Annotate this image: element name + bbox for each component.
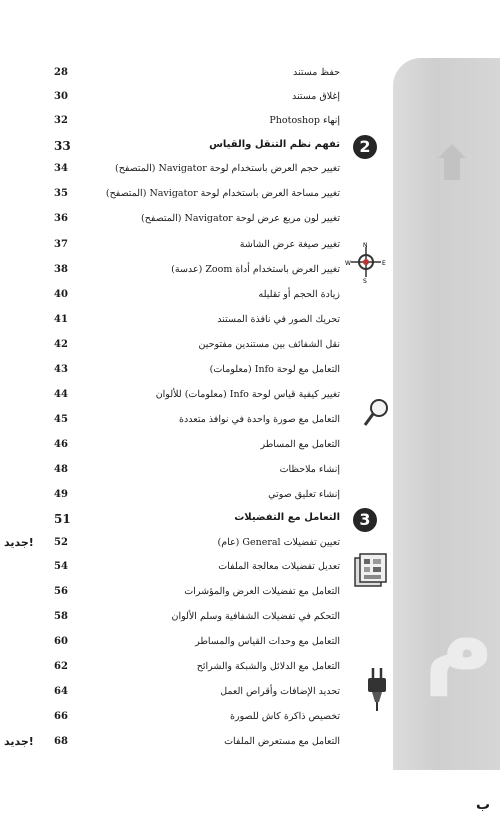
toc-row xyxy=(50,439,340,455)
toc-page-number: 34 xyxy=(54,163,68,174)
toc-section-row xyxy=(50,510,371,529)
preferences-panel-icon xyxy=(351,552,389,590)
page-letter: ب xyxy=(476,797,491,813)
compass-icon xyxy=(345,241,387,283)
toc-entry-title: زيادة الحجم أو تقليله xyxy=(258,289,340,300)
toc-entry-title: إنهاء Photoshop xyxy=(269,115,340,126)
toc-entry-title: التعامل مع لوحة Info (معلومات) xyxy=(209,364,340,375)
toc-entry-title: التعامل مع وحدات القياس والمساطر xyxy=(195,636,340,647)
toc-row xyxy=(50,389,340,405)
toc-entry-title: التعامل مع المساطر xyxy=(260,439,340,450)
toc-page-number: 49 xyxy=(54,489,68,500)
toc-row xyxy=(50,636,340,652)
toc-row xyxy=(50,586,340,602)
toc-row xyxy=(50,686,340,702)
toc-row xyxy=(50,91,340,107)
toc-page-number: 64 xyxy=(54,686,68,697)
toc-row xyxy=(50,561,340,577)
toc-page-number: 42 xyxy=(54,339,68,350)
toc-row xyxy=(50,289,340,305)
toc-row xyxy=(50,364,340,380)
toc-row xyxy=(4,735,340,752)
toc-row xyxy=(50,414,340,430)
toc-page-number: 40 xyxy=(54,289,68,300)
toc-row xyxy=(50,163,340,179)
toc-entry-title: التعامل مع مستعرض الملفات xyxy=(224,736,340,747)
toc-entry-title: تفهم نظم التنقل والقياس xyxy=(209,139,340,150)
toc-page-number: 46 xyxy=(54,439,68,450)
toc-entry-title: تحديد الإضافات وأقراص العمل xyxy=(220,686,340,697)
toc-entry-title: إنشاء ملاحظات xyxy=(279,464,340,475)
toc-entry-title: تعيين تفضيلات General (عام) xyxy=(217,537,340,548)
toc-entry-title: تغيير لون مربع عرض لوحة Navigator (المتصفح) xyxy=(140,213,340,224)
toc-entry-title: إنشاء تعليق صوتي xyxy=(268,489,340,500)
toc-page-number: 54 xyxy=(54,561,68,572)
toc-entry-title: حفظ مستند xyxy=(293,67,340,78)
magnifier-icon xyxy=(362,397,392,431)
toc-page-number: 62 xyxy=(54,661,68,672)
faint-figure-icon xyxy=(432,140,472,200)
toc-row xyxy=(4,536,340,553)
toc-entry-title: تغيير كيفية قياس لوحة Info (معلومات) للألوان xyxy=(155,389,340,400)
toc-row xyxy=(50,464,340,480)
toc-row xyxy=(50,239,340,255)
compass-s-label: S xyxy=(363,278,367,283)
chapter-number-badge: 3 xyxy=(353,508,377,532)
toc-page-number: 43 xyxy=(54,364,68,375)
toc-section-row xyxy=(50,137,371,156)
toc-page-number: 35 xyxy=(54,188,68,199)
toc-page-number: 58 xyxy=(54,611,68,622)
toc-entry-title: التعامل مع تفضيلات العرض والمؤشرات xyxy=(184,586,340,597)
toc-page-number: 36 xyxy=(54,213,68,224)
toc-page-number: 52 xyxy=(54,537,68,548)
toc-entry-title: التعامل مع الدلائل والشبكة والشرائح xyxy=(196,661,340,672)
toc-page-number: 44 xyxy=(54,389,68,400)
toc-entry-title: تغيير صيغة عرض الشاشة xyxy=(239,239,340,250)
toc-row xyxy=(50,611,340,627)
toc-entry-title: نقل الشفائف بين مستندين مفتوحين xyxy=(198,339,340,350)
toc-row xyxy=(50,67,340,83)
toc-entry-title: التعامل مع التفضيلات xyxy=(234,512,340,523)
toc-entry-title: التعامل مع صورة واحدة في نوافذ متعددة xyxy=(179,414,340,425)
toc-page-number: 66 xyxy=(54,711,68,722)
toc-page-number: 41 xyxy=(54,314,68,325)
toc-entry-title: تغيير مساحة العرض باستخدام لوحة Navigator (المتصفح) xyxy=(105,188,340,199)
toc-page-number: 48 xyxy=(54,464,68,475)
toc-row xyxy=(50,188,340,204)
new-badge: جديد! xyxy=(4,536,34,549)
toc-row xyxy=(50,115,340,131)
compass-w-label: W xyxy=(345,260,351,267)
compass-e-label: E xyxy=(382,260,386,267)
toc-row xyxy=(50,314,340,330)
toc-page-number: 56 xyxy=(54,586,68,597)
side-watermark-glyph: م xyxy=(423,584,495,696)
toc-row xyxy=(50,339,340,355)
toc-row xyxy=(50,264,340,280)
toc-entry-title: تغيير حجم العرض باستخدام لوحة Navigator (المتصفح) xyxy=(115,163,340,174)
toc-page-number: 33 xyxy=(54,139,71,153)
compass-n-label: N xyxy=(363,242,368,249)
toc-row xyxy=(50,213,340,229)
toc-row xyxy=(50,711,340,727)
toc-page-number: 45 xyxy=(54,414,68,425)
toc-entry-title: تحريك الصور في نافذة المستند xyxy=(217,314,340,325)
toc-row xyxy=(50,489,340,505)
toc-page-number: 30 xyxy=(54,91,68,102)
plug-icon xyxy=(364,666,390,712)
toc-entry-title: تغيير العرض باستخدام أداة Zoom (عدسة) xyxy=(171,264,340,275)
toc-page-number: 38 xyxy=(54,264,68,275)
toc-entry-title: تعديل تفضيلات معالجة الملفات xyxy=(218,561,340,572)
toc-entry-title: إغلاق مستند xyxy=(292,91,340,102)
toc-entry-title: التحكم في تفضيلات الشفافية وسلم الألوان xyxy=(171,611,340,622)
toc-page-number: 32 xyxy=(54,115,68,126)
toc-row xyxy=(50,661,340,677)
toc-page-number: 37 xyxy=(54,239,68,250)
toc-page-number: 28 xyxy=(54,67,68,78)
chapter-number-badge: 2 xyxy=(353,135,377,159)
toc-entry-title: تخصيص ذاكرة كاش للصورة xyxy=(230,711,340,722)
toc-page-number: 60 xyxy=(54,636,68,647)
toc-page-number: 68 xyxy=(54,736,68,747)
new-badge: جديد! xyxy=(4,735,34,748)
toc-page-number: 51 xyxy=(54,512,71,526)
